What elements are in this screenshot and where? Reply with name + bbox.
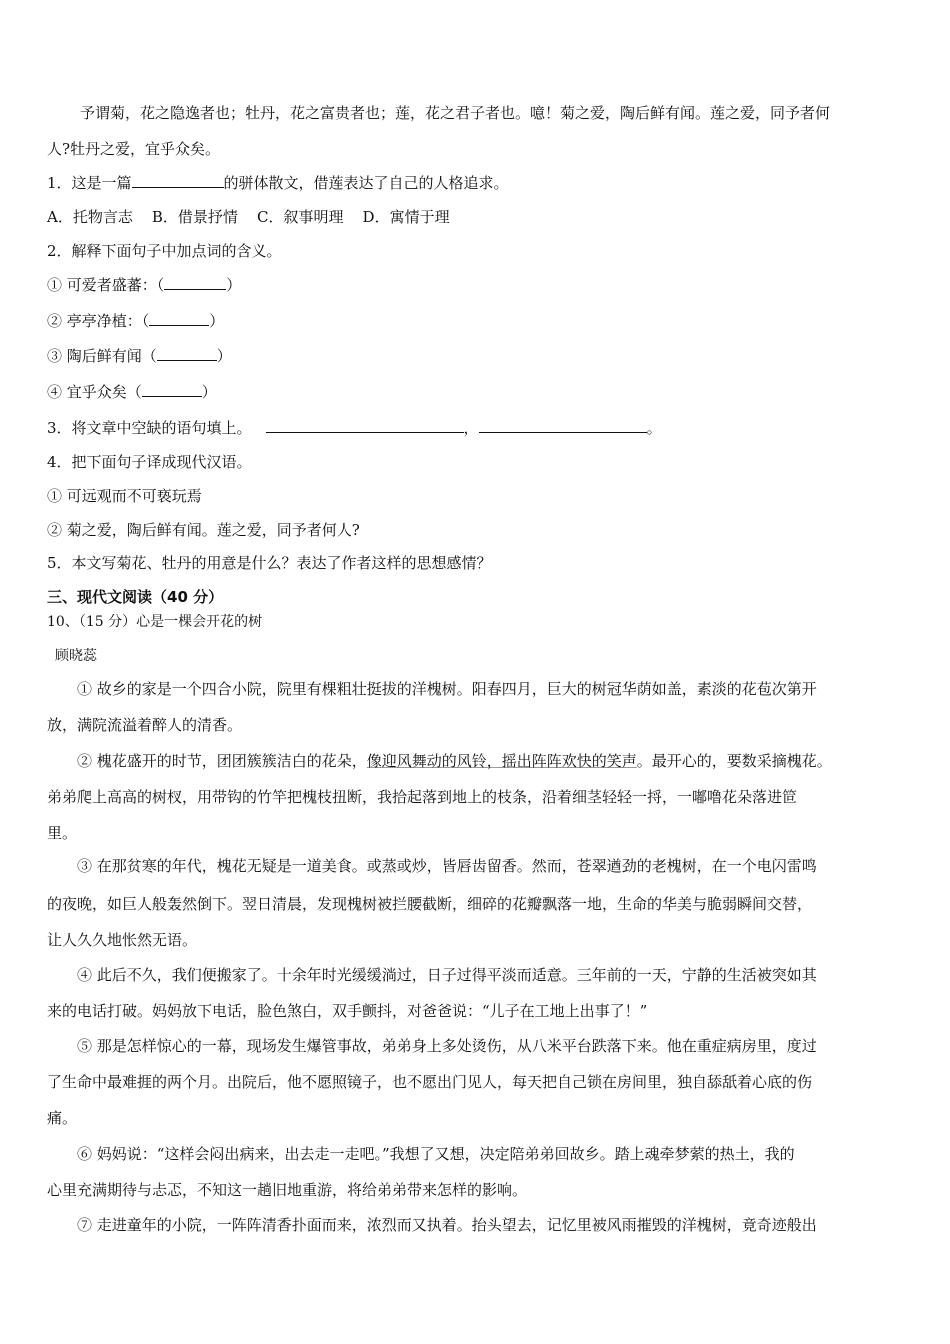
answer-blank — [266, 418, 464, 433]
question-1-suffix: 的骈体散文，借莲表达了自己的人格追求。 — [223, 174, 509, 192]
paragraph-5-line-2: 了生命中最难捱的两个月。出院后，他不愿照镜子，也不愿出门见人，每天把自己锁在房间里，独自舔舐着心底的伤 — [47, 1073, 813, 1091]
question-4: 4．把下面句子译成现代汉语。 — [47, 453, 252, 471]
question-3 — [47, 418, 662, 438]
paragraph-2-line-3: 里。 — [47, 824, 78, 842]
paragraph-5-line-3: 痛。 — [47, 1109, 78, 1127]
paragraph-3-line-3: 让人久久地怅然无语。 — [47, 931, 198, 949]
poem-line-2: 人?牡丹之爱，宜乎众矣。 — [47, 140, 221, 158]
paragraph-6-line-1: ⑥ 妈妈说：“这样会闷出病来，出去走一走吧。”我想了又想，决定陪弟弟回故乡。踏上魂牵梦萦的热土，我的 — [77, 1145, 795, 1163]
question-1 — [47, 173, 509, 193]
author-name: 顾晓蕊 — [55, 648, 97, 664]
question-2-item-4 — [47, 382, 217, 402]
question-10-title: 10、（15 分）心是一棵会开花的树 — [47, 614, 263, 630]
poem-line-1: 予谓菊，花之隐逸者也；牡丹，花之富贵者也；莲，花之君子者也。噫！菊之爱，陶后鲜有闻。莲之爱，同予者何 — [80, 104, 831, 122]
paragraph-6-line-2: 心里充满期待与忐忑，不知这一趟旧地重游，将给弟弟带来怎样的影响。 — [47, 1181, 528, 1199]
answer-blank — [164, 275, 226, 290]
question-4-item-2: ② 菊之爱，陶后鲜有闻。莲之爱，同予者何人? — [47, 521, 360, 539]
paragraph-5-line-1: ⑤ 那是怎样惊心的一幕，现场发生爆管事故，弟弟身上多处烫伤，从八米平台跌落下来。他在重症病房里，度过 — [77, 1037, 817, 1055]
question-5: 5．本文写菊花、牡丹的用意是什么？表达了作者这样的思想感情？ — [47, 554, 492, 572]
period: 。 — [646, 419, 662, 437]
paragraph-4-line-2: 来的电话打破。妈妈放下电话，脸色煞白，双手颤抖，对爸爸说：“儿子在工地上出事了！” — [47, 1002, 648, 1020]
item-text: ③ 陶后鲜有闻（ — [47, 347, 157, 365]
item-text: ① 可爱者盛蕃：（ — [47, 276, 165, 294]
answer-blank — [157, 346, 217, 361]
item-text: ② 亭亭净植：（ — [47, 312, 150, 330]
answer-blank — [479, 418, 647, 433]
question-1-prefix: 1．这是一篇 — [47, 174, 132, 192]
section-heading: 三、现代文阅读（40 分） — [47, 588, 224, 606]
paragraph-3-line-2: 的夜晚，如巨人般轰然倒下。翌日清晨，发现槐树被拦腰截断，细碎的花瓣飘落一地，生命的华美与脆弱瞬间交替， — [47, 895, 813, 913]
comma: ， — [463, 419, 479, 437]
options-text: A．托物言志 B．借景抒情 C．叙事明理 D．寓情于理 — [47, 208, 450, 226]
answer-blank — [149, 311, 209, 326]
answer-blank — [132, 173, 224, 188]
text: ② 槐花盛开的时节，团团簇簇洁白的花朵， — [77, 752, 367, 770]
paragraph-2-line-1 — [77, 751, 832, 771]
text: 。最开心的，要数采摘槐花。 — [636, 752, 832, 770]
paragraph-4-line-1: ④ 此后不久，我们便搬家了。十余年时光缓缓淌过，日子过得平淡而适意。三年前的一天，宁静的生活被突如其 — [77, 966, 817, 984]
item-text: ④ 宜乎众矣（ — [47, 383, 142, 401]
question-2-item-1 — [47, 275, 241, 295]
underlined-text: 像迎风舞动的风铃，摇出阵阵欢快的笑声 — [366, 752, 637, 770]
question-2-item-2 — [47, 311, 224, 331]
paragraph-7-line-1: ⑦ 走进童年的小院，一阵阵清香扑面而来，浓烈而又执着。抬头望去，记忆里被风雨摧毁的洋槐树，竟奇迹般出 — [77, 1216, 817, 1234]
item-end: ） — [216, 347, 232, 365]
item-end: ） — [201, 383, 217, 401]
answer-blank — [142, 382, 202, 397]
paragraph-2-line-2: 弟弟爬上高高的树杈，用带钩的竹竿把槐枝扭断，我拾起落到地上的枝条，沿着细茎轻轻一捋，一嘟噜花朵落进笸 — [47, 788, 798, 806]
question-1-options — [47, 207, 450, 227]
question-3-text: 3．将文章中空缺的语句填上。 — [47, 419, 252, 437]
question-2-item-3 — [47, 346, 232, 366]
paragraph-3-line-1: ③ 在那贫寒的年代，槐花无疑是一道美食。或蒸或炒，皆唇齿留香。然而，苍翠遒劲的老槐树，在一个电闪雷鸣 — [77, 857, 817, 875]
item-end: ） — [209, 312, 225, 330]
question-2: 2．解释下面句子中加点词的含义。 — [47, 242, 282, 260]
paragraph-1-line-1: ① 故乡的家是一个四合小院，院里有棵粗壮挺拔的洋槐树。阳春四月，巨大的树冠华荫如盖，素淡的花苞次第开 — [77, 680, 817, 698]
paragraph-1-line-2: 放，满院流溢着醉人的清香。 — [47, 716, 243, 734]
question-4-item-1: ① 可远观而不可亵玩焉 — [47, 487, 202, 505]
item-end: ） — [226, 276, 242, 294]
